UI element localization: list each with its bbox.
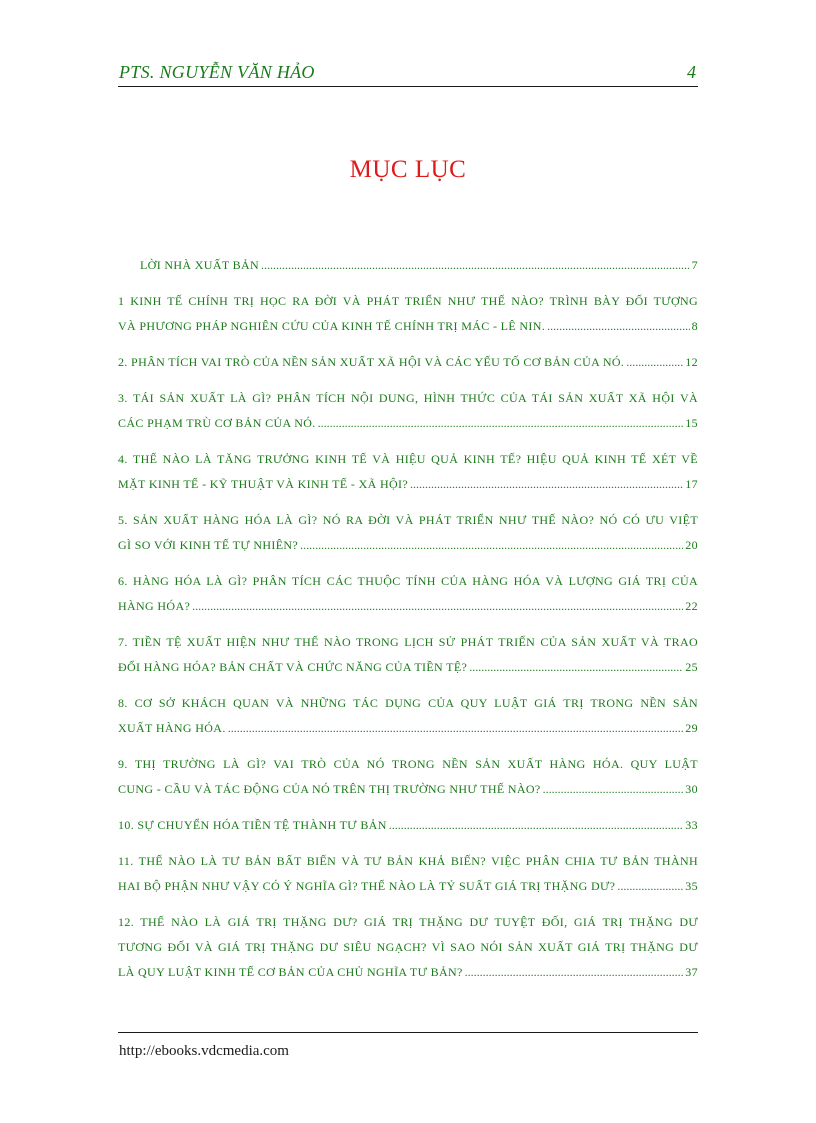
toc-entry[interactable] — [118, 630, 698, 680]
toc-page-number: 37 — [685, 965, 698, 979]
toc-page-number: 7 — [691, 258, 698, 272]
toc-leader-dots — [617, 874, 683, 899]
toc-entry-text: CÁC PHẠM TRÙ CƠ BẢN CỦA NÓ. — [118, 416, 316, 430]
toc-page-number: 8 — [691, 319, 698, 333]
toc-entry-last-line — [118, 533, 698, 558]
toc-entry-line: 12. THẾ NÀO LÀ GIÁ TRỊ THẶNG DƯ? GIÁ TRỊ THẶNG DƯ TUYỆT ĐỐI, GIÁ TRỊ THẶNG DƯ — [118, 915, 698, 929]
toc-entry[interactable] — [118, 849, 698, 899]
toc-entry-text: XUẤT HÀNG HÓA. — [118, 721, 226, 735]
toc-entry-last-line — [118, 350, 698, 375]
toc-entry[interactable] — [118, 447, 698, 497]
toc-page-number: 25 — [685, 660, 698, 674]
footer-url-link[interactable]: http://ebooks.vdcmedia.com — [119, 1043, 289, 1059]
page-footer — [118, 1032, 698, 1060]
toc-entry[interactable] — [118, 910, 698, 985]
toc-page-number: 17 — [685, 477, 698, 491]
toc-leader-dots — [543, 777, 684, 802]
toc-leader-dots — [228, 716, 684, 741]
toc-leader-dots — [410, 472, 683, 497]
toc-entry-last-line — [118, 314, 698, 339]
toc-page-number: 35 — [685, 879, 698, 893]
toc-entry-text: GÌ SO VỚI KINH TẾ TỰ NHIÊN? — [118, 538, 299, 552]
toc-entry-text: HAI BỘ PHẬN NHƯ VẬY CÓ Ý NGHĨA GÌ? THẾ NÀO LÀ TỶ SUẤT GIÁ TRỊ THẶNG DƯ? — [118, 879, 616, 893]
toc-entry-text: VÀ PHƯƠNG PHÁP NGHIÊN CỨU CỦA KINH TẾ CHÍNH TRỊ MÁC - LÊ NIN. — [118, 319, 546, 333]
toc-entry-text: MẶT KINH TẾ - KỸ THUẬT VÀ KINH TẾ - XÃ HỘI? — [118, 477, 409, 491]
toc-entry-line: 6. HÀNG HÓA LÀ GÌ? PHÂN TÍCH CÁC THUỘC TÍNH CỦA HÀNG HÓA VÀ LƯỢNG GIÁ TRỊ CỦA — [118, 574, 698, 588]
table-of-contents — [118, 253, 698, 996]
toc-entry-last-line — [118, 716, 698, 741]
toc-entry-line: 3. TÁI SẢN XUẤT LÀ GÌ? PHÂN TÍCH NỘI DUNG, HÌNH THỨC CỦA TÁI SẢN XUẤT XÃ HỘI VÀ — [118, 391, 698, 405]
toc-leader-dots — [318, 411, 684, 436]
toc-entry[interactable] — [118, 289, 698, 339]
toc-page-number: 29 — [685, 721, 698, 735]
header-page-number: 4 — [687, 62, 696, 82]
toc-title: MỤC LỤC — [349, 156, 467, 183]
toc-entry-text: 10. SỰ CHUYỂN HÓA TIỀN TỆ THÀNH TƯ BẢN — [118, 818, 387, 832]
toc-entry-line: 7. TIỀN TỆ XUẤT HIỆN NHƯ THẾ NÀO TRONG LỊCH SỬ PHÁT TRIỂN CỦA SẢN XUẤT VÀ TRAO — [118, 635, 698, 649]
toc-entry-last-line — [118, 874, 698, 899]
toc-leader-dots — [389, 813, 684, 838]
toc-leader-dots — [192, 594, 683, 619]
toc-entry[interactable] — [118, 813, 698, 838]
header-author: PTS. NGUYỄN VĂN HẢO — [119, 62, 315, 82]
toc-page-number: 20 — [685, 538, 698, 552]
toc-page-number: 12 — [685, 355, 698, 369]
toc-entry-text: HÀNG HÓA? — [118, 599, 191, 613]
toc-page-number: 22 — [685, 599, 698, 613]
toc-entry-line: 8. CƠ SỞ KHÁCH QUAN VÀ NHỮNG TÁC DỤNG CỦA QUY LUẬT GIÁ TRỊ TRONG NỀN SẢN — [118, 696, 698, 710]
toc-entry-last-line — [118, 777, 698, 802]
toc-entry[interactable] — [118, 253, 698, 278]
toc-entry[interactable] — [118, 691, 698, 741]
toc-entry-last-line — [118, 411, 698, 436]
toc-entry-line: 4. THẾ NÀO LÀ TĂNG TRƯỞNG KINH TẾ VÀ HIỆU QUẢ KINH TẾ? HIỆU QUẢ KINH TẾ XÉT VỀ — [118, 452, 698, 466]
toc-entry-line: 5. SẢN XUẤT HÀNG HÓA LÀ GÌ? NÓ RA ĐỜI VÀ PHÁT TRIỂN NHƯ THẾ NÀO? NÓ CÓ ƯU VIỆT — [118, 513, 698, 527]
toc-entry-last-line — [118, 594, 698, 619]
toc-entry[interactable] — [118, 350, 698, 375]
toc-leader-dots — [300, 533, 683, 558]
toc-leader-dots — [465, 960, 684, 985]
toc-entry-line: 1 KINH TẾ CHÍNH TRỊ HỌC RA ĐỜI VÀ PHÁT TRIỂN NHƯ THẾ NÀO? TRÌNH BÀY ĐỐI TƯỢNG — [118, 294, 698, 308]
toc-page-number: 15 — [685, 416, 698, 430]
toc-entry-line: 11. THẾ NÀO LÀ TƯ BẢN BẤT BIẾN VÀ TƯ BẢN KHẢ BIẾN? VIỆC PHÂN CHIA TƯ BẢN THÀNH — [118, 854, 698, 868]
toc-entry-last-line — [118, 813, 698, 838]
toc-entry[interactable] — [118, 752, 698, 802]
toc-entry[interactable] — [118, 386, 698, 436]
toc-entry-last-line — [118, 960, 698, 985]
toc-entry-line: TƯƠNG ĐỐI VÀ GIÁ TRỊ THẶNG DƯ SIÊU NGẠCH? VÌ SAO NÓI SẢN XUẤT GIÁ TRỊ THẶNG DƯ — [118, 940, 698, 954]
toc-entry-text: 2. PHÂN TÍCH VAI TRÒ CỦA NỀN SẢN XUẤT XÃ HỘI VÀ CÁC YẾU TỐ CƠ BẢN CỦA NÓ. — [118, 355, 625, 369]
toc-entry-text: LỜI NHÀ XUẤT BẢN — [140, 258, 260, 272]
toc-entry-line: 9. THỊ TRƯỜNG LÀ GÌ? VAI TRÒ CỦA NÓ TRONG NỀN SẢN XUẤT HÀNG HÓA. QUY LUẬT — [118, 757, 698, 771]
toc-page-number: 30 — [685, 782, 698, 796]
toc-entry-text: LÀ QUY LUẬT KINH TẾ CƠ BẢN CỦA CHỦ NGHĨA TƯ BẢN? — [118, 965, 463, 979]
toc-entry-last-line — [118, 472, 698, 497]
toc-leader-dots — [469, 655, 683, 680]
toc-entry[interactable] — [118, 569, 698, 619]
toc-leader-dots — [261, 253, 690, 278]
toc-entry[interactable] — [118, 508, 698, 558]
toc-entry-last-line — [118, 253, 698, 278]
toc-leader-dots — [626, 350, 683, 375]
toc-entry-last-line — [118, 655, 698, 680]
toc-entry-text: CUNG - CẦU VÀ TÁC ĐỘNG CỦA NÓ TRÊN THỊ TRƯỜNG NHƯ THẾ NÀO? — [118, 782, 541, 796]
page-header — [118, 58, 698, 87]
toc-page-number: 33 — [685, 818, 698, 832]
toc-entry-text: ĐỔI HÀNG HÓA? BẢN CHẤT VÀ CHỨC NĂNG CỦA TIỀN TỆ? — [118, 660, 468, 674]
toc-leader-dots — [547, 314, 690, 339]
